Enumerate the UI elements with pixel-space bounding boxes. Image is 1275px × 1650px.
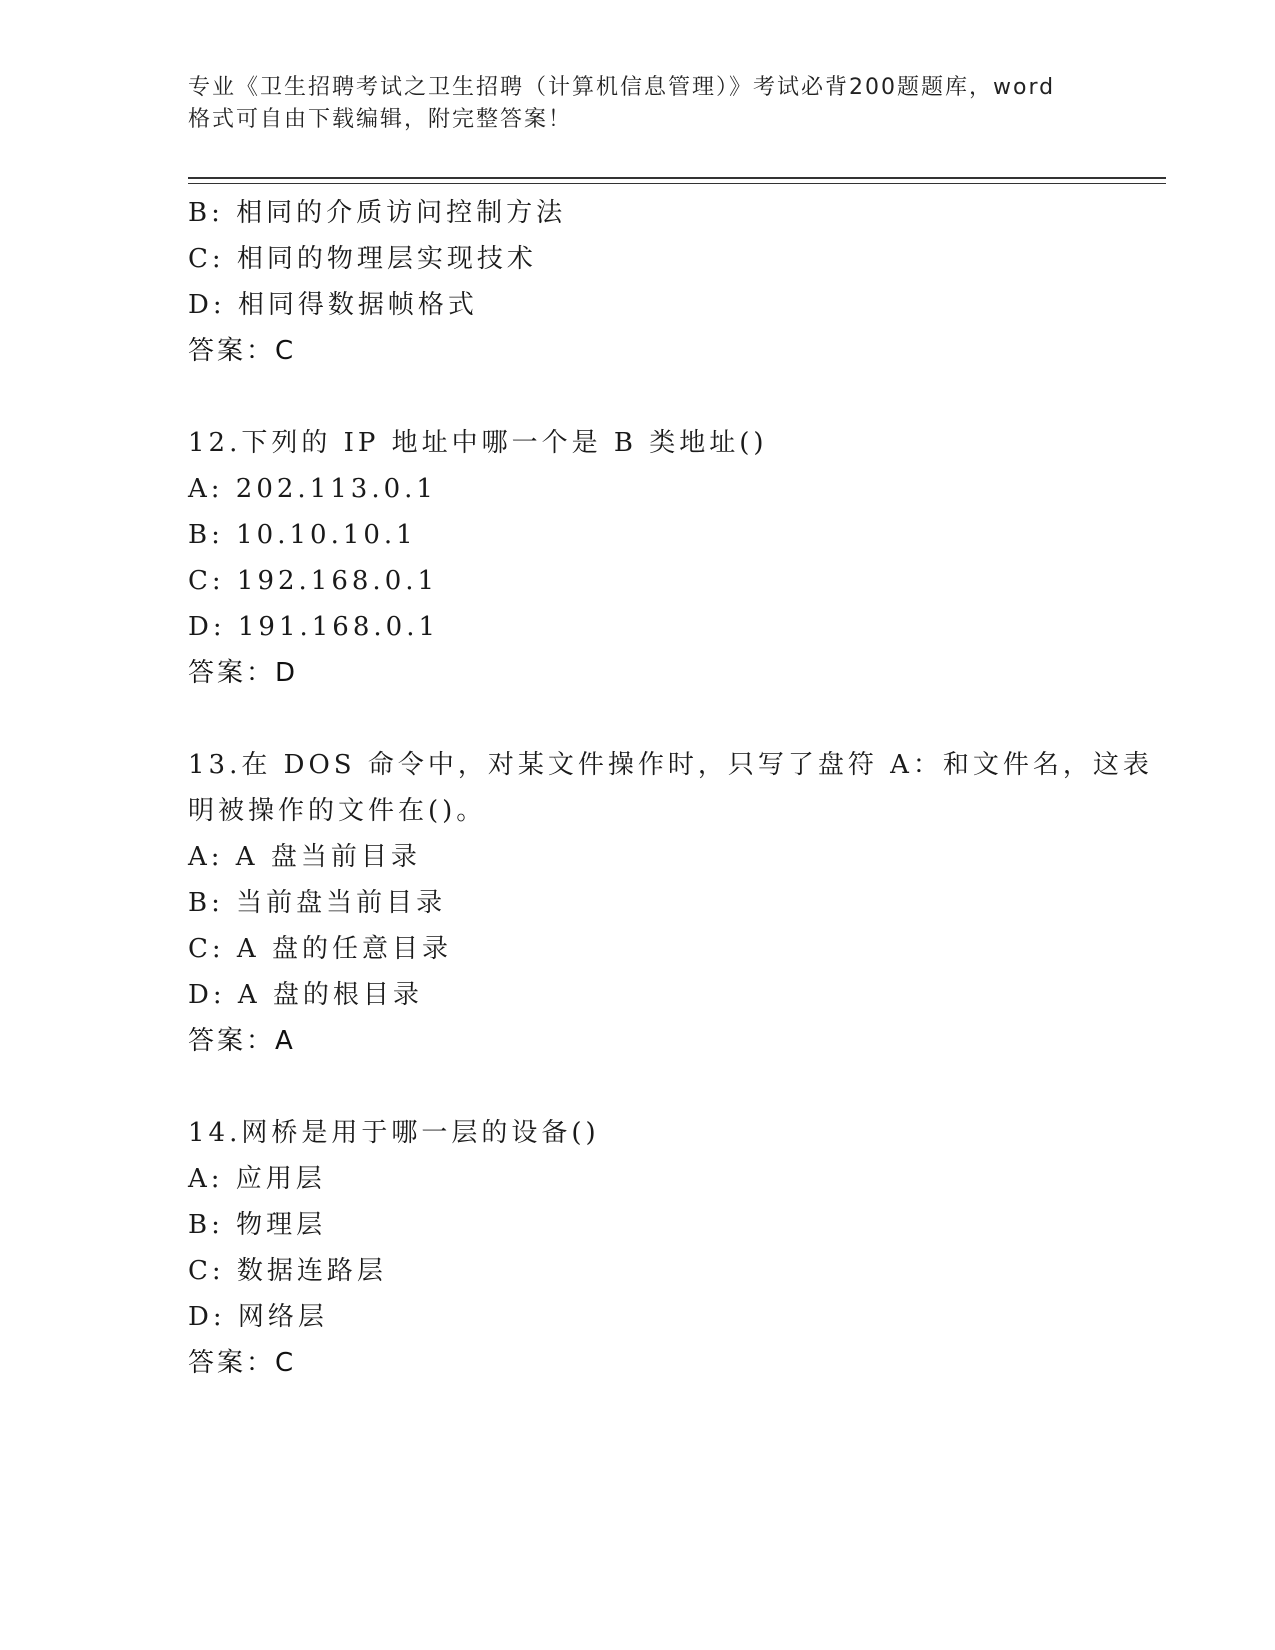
answer-line: 答案：D [188,658,299,688]
question-block [188,1110,1168,1386]
question-list [188,190,1168,1386]
question-text: 13.在 DOS 命令中，对某文件操作时，只写了盘符 A：和文件名，这表 [188,750,1153,780]
option-a: A: 202.113.0.1 [188,474,437,504]
option-c: C: 相同的物理层实现技术 [188,244,537,274]
question-block [188,190,1168,374]
option-b: B: 相同的介质访问控制方法 [188,198,567,228]
header-divider [188,177,1166,179]
question-text-continued: 明被操作的文件在()。 [188,796,487,826]
option-c: C: 数据连路层 [188,1256,387,1286]
question-text: 12.下列的 IP 地址中哪一个是 B 类地址() [188,428,768,458]
option-b: B: 当前盘当前目录 [188,888,447,918]
question-block [188,420,1168,696]
option-d: D: 相同得数据帧格式 [188,290,478,320]
header-title-line-1: 专业《卫生招聘考试之卫生招聘（计算机信息管理）》考试必背200题题库，word [188,75,1056,100]
option-b: B: 物理层 [188,1210,327,1240]
option-c: C: A 盘的任意目录 [188,934,452,964]
answer-line: 答案：C [188,336,297,366]
header-divider-thin [188,183,1166,184]
option-a: A: 应用层 [188,1164,326,1194]
option-b: B: 10.10.10.1 [188,520,417,550]
answer-line: 答案：C [188,1348,297,1378]
option-d: D: 191.168.0.1 [188,612,439,642]
option-d: D: 网络层 [188,1302,328,1332]
question-text: 14.网桥是用于哪一层的设备() [188,1118,600,1148]
answer-line: 答案：A [188,1026,296,1056]
option-d: D: A 盘的根目录 [188,980,423,1010]
header-title-line-2: 格式可自由下载编辑，附完整答案！ [188,107,573,132]
option-c: C: 192.168.0.1 [188,566,439,596]
question-block [188,742,1168,1064]
document-header [188,72,1108,136]
option-a: A: A 盘当前目录 [188,842,421,872]
